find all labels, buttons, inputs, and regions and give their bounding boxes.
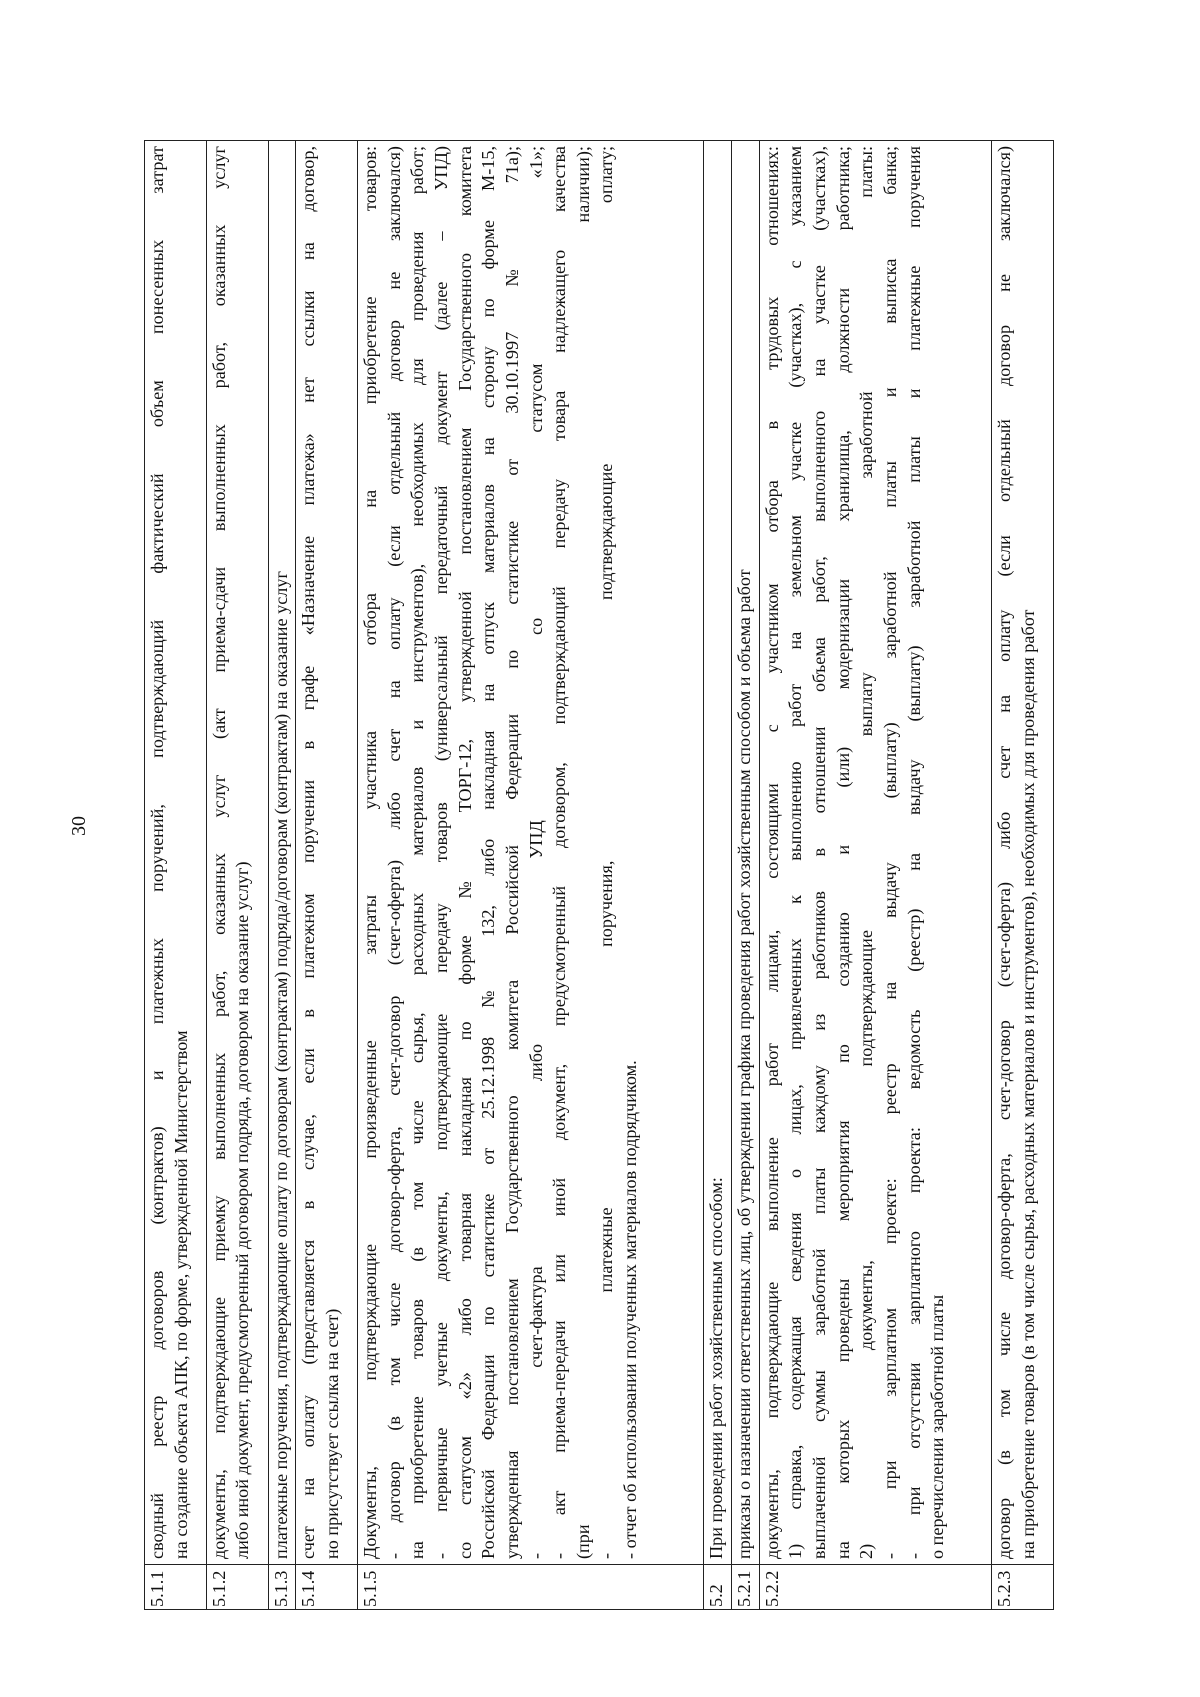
row-description <box>759 141 992 1565</box>
row-description <box>732 141 760 1565</box>
text-line: на создание объекта АПК, по форме, утвержденной Министерством <box>170 1030 191 1559</box>
text-line: на которых проведены мероприятия по созданию и (или) модернизации хранилища, должности работника; <box>832 146 853 1559</box>
row-description <box>206 141 268 1565</box>
text-line: платежные поручения, подтверждающие оплату по договорам (контрактам) подряда/договорам (контрактам) на оказание услуг <box>270 571 291 1559</box>
row-number: 5.2.3 <box>992 1565 1054 1610</box>
row-description <box>357 141 703 1565</box>
text-line: - акт приема-передачи или иной документ, предусмотренный договором, подтверждающий передачу товара надлежащего качества <box>549 146 570 1559</box>
table-row <box>759 141 992 1610</box>
text-line: (при наличии); <box>572 146 593 1559</box>
row-description <box>992 141 1054 1565</box>
text-line: счет на оплату (представляется в случае, если в платежном поручении в графе «Назначение платежа» нет ссылки на договор, <box>298 146 319 1559</box>
text-line: 1) справка, содержащая сведения о лицах, привлеченных к выполнению работ на земельном участке (участках), с указанием <box>785 146 806 1559</box>
text-line: 2) документы, подтверждающие выплату заработной платы: <box>856 146 877 1559</box>
row-number: 5.2.1 <box>732 1565 760 1610</box>
rotated-page-content <box>144 140 1054 1610</box>
text-line: - платежные поручения, подтверждающие оплату; <box>596 146 617 1559</box>
text-line: - при зарплатном проекте: реестр на выдачу (выплату) заработной платы и выписка банка; <box>879 146 900 1559</box>
table-row <box>268 141 296 1610</box>
text-line: сводный реестр договоров (контрактов) и платежных поручений, подтверждающий фактический объем понесенных затрат <box>147 146 167 1559</box>
text-line: Документы, подтверждающие произведенные затраты участника отбора на приобретение товаров: <box>359 146 380 1559</box>
row-description <box>145 141 207 1565</box>
text-line: выплаченной суммы заработной платы каждому из работников в отношении объема работ, выполненного на участке (участках), <box>808 146 829 1559</box>
text-line: - счет-фактура либо УПД со статусом «1»; <box>525 146 546 1559</box>
text-line: документы, подтверждающие выполнение работ лицами, состоящими с участником отбора в трудовых отношениях: <box>761 146 782 1559</box>
text-line: о перечислении заработной платы <box>927 1294 948 1559</box>
text-line: но присутствует ссылка на счет) <box>321 1308 342 1559</box>
documents-table <box>144 140 1054 1610</box>
text-line: утвержденная постановлением Государственного комитета Российской Федерации по статистике от 30.10.1997 № 71а); <box>501 146 522 1559</box>
table-row <box>145 141 207 1610</box>
row-number: 5.1.2 <box>206 1565 268 1610</box>
row-number: 5.2 <box>704 1565 732 1610</box>
row-description <box>704 141 732 1565</box>
row-number: 5.1.3 <box>268 1565 296 1610</box>
table-row <box>357 141 703 1610</box>
row-number: 5.1.5 <box>357 1565 703 1610</box>
text-line: Российской Федерации по статистике от 25.12.1998 № 132, либо накладная на отпуск материалов на сторону по форме М-15, <box>478 146 499 1559</box>
row-description <box>296 141 358 1565</box>
text-line: договор (в том числе договор-оферта, счет-договор (счет-оферта) либо счет на оплату (если отдельный договор не заключался) <box>994 146 1015 1559</box>
text-line: документы, подтверждающие приемку выполненных работ, оказанных услуг (акт приема-сдачи выполненных работ, оказанных услуг <box>208 146 229 1559</box>
row-number: 5.1.1 <box>145 1565 207 1610</box>
table-row <box>704 141 732 1610</box>
row-number: 5.1.4 <box>296 1565 358 1610</box>
text-line: приказы о назначении ответственных лиц, об утверждении графика проведения работ хозяйственным способом и объема работ <box>734 569 754 1559</box>
page-number: 30 <box>68 816 90 836</box>
text-line: - при отсутствии зарплатного проекта: ведомость (реестр) на выдачу (выплату) заработной платы и платежные поручения <box>903 146 924 1559</box>
text-line: - отчет об использовании полученных материалов подрядчиком. <box>620 1060 641 1559</box>
text-line: либо иной документ, предусмотренный договором подряда, договором на оказание услуг) <box>232 861 253 1559</box>
text-line: - первичные учетные документы, подтверждающие передачу товаров (универсальный передаточный документ (далее – УПД) <box>430 146 451 1559</box>
text-line: со статусом «2» либо товарная накладная по форме № ТОРГ-12, утвержденной постановлением Государственного комитета <box>454 146 475 1559</box>
text-line: на приобретение товаров (в том числе сырья, расходных материалов и инструментов), необходимых для проведения работ <box>1017 609 1038 1559</box>
table-row <box>732 141 760 1610</box>
documents-table-body <box>145 141 1054 1610</box>
row-description <box>268 141 296 1565</box>
table-row <box>296 141 358 1610</box>
text-line: на приобретение товаров (в том числе сырья, расходных материалов и инструментов), необходимых для проведения работ; <box>407 146 428 1559</box>
table-row <box>992 141 1054 1610</box>
text-line: При проведении работ хозяйственным способом: <box>706 1177 727 1559</box>
table-row <box>206 141 268 1610</box>
text-line: - договор (в том числе договор-оферта, счет-договор (счет-оферта) либо счет на оплату (если отдельный договор не заключался) <box>383 146 404 1559</box>
row-number: 5.2.2 <box>759 1565 992 1610</box>
